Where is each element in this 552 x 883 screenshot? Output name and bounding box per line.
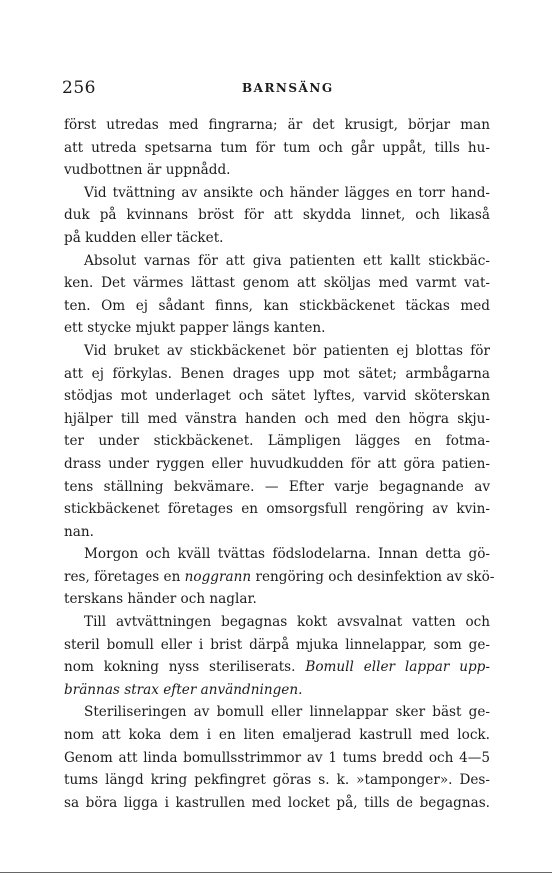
text-line-content: Morgon och kväll tvättas födslodelarna. Innan detta gö- <box>84 546 490 563</box>
text-line-content: res, företages en <box>64 568 185 585</box>
text-line-content: duk på kvinnans bröst för att skydda linnet, och likaså <box>64 207 490 224</box>
text-line-content: Absolut varnas för att giva patienten ett kallt stickbäc- <box>84 252 490 269</box>
text-line-content: nom kokning nyss steriliserats. <box>64 659 306 676</box>
text-line <box>64 476 490 499</box>
text-line-content: tens ställning bekvämare. — Efter varje begagnande av <box>64 478 490 495</box>
text-line <box>64 679 490 702</box>
text-line <box>64 363 490 386</box>
text-line <box>64 747 490 770</box>
text-line <box>64 182 490 205</box>
text-line-content: ter under stickbäckenet. Lämpligen lägges en fotma- <box>64 433 490 450</box>
text-line-content: vudbottnen är uppnådd. <box>64 162 231 179</box>
text-line <box>64 204 490 227</box>
text-line-content: ett stycke mjukt papper längs kanten. <box>64 320 326 337</box>
text-line <box>64 611 490 634</box>
text-line-content: steril bomull eller i brist därpå mjuka linnelappar, som ge- <box>64 636 490 653</box>
text-line-content: Genom att linda bomullsstrimmor av 1 tums bredd och 4—5 <box>64 749 490 766</box>
text-line <box>64 634 490 657</box>
text-line-content: på kudden eller täcket. <box>64 229 224 246</box>
text-line-content: att utreda spetsarna tum för tum och går uppåt, tills hu- <box>64 139 490 156</box>
text-line <box>64 498 490 521</box>
text-line <box>64 453 490 476</box>
text-line <box>64 295 490 318</box>
text-line-content: ken. Det värmes lättast genom att sköljas med varmt vat- <box>64 275 490 292</box>
text-line-content: nan. <box>64 523 94 540</box>
text-line-content: sa böra ligga i kastrullen med locket på, tills de begagnas. <box>64 794 490 811</box>
text-line <box>64 430 490 453</box>
text-line-content: drass under ryggen eller huvudkudden för att göra patien- <box>64 455 490 472</box>
page-header <box>62 78 522 102</box>
emphasized-text: Bomull eller lappar upp- <box>305 659 490 676</box>
text-line <box>64 656 490 679</box>
emphasized-text: noggrann <box>184 568 252 585</box>
text-line <box>64 114 490 137</box>
text-line-content: stickbäckenet företages en omsorgsfull rengöring av kvin- <box>64 501 490 518</box>
text-line-content: Vid tvättning av ansikte och händer lägges en torr hand- <box>84 184 490 201</box>
text-line-content: att ej förkylas. Benen drages upp mot sätet; armbågarna <box>64 365 490 382</box>
text-line <box>64 543 490 566</box>
text-line <box>64 769 490 792</box>
text-line <box>64 227 490 250</box>
running-head: BARNSÄNG <box>242 81 334 95</box>
text-line <box>64 701 490 724</box>
text-line-content: Till avtvättningen begagnas kokt avsvalnat vatten och <box>84 614 490 631</box>
text-line-tail: rengöring och desinfektion av skö- <box>251 568 495 585</box>
text-line <box>64 521 490 544</box>
text-line <box>64 724 490 747</box>
text-line <box>64 566 495 589</box>
text-line-content: ten. Om ej sådant finns, kan stickbäckenet täckas med <box>64 297 490 314</box>
text-line <box>64 385 490 408</box>
text-line <box>64 340 490 363</box>
body-text <box>64 114 495 814</box>
text-line-content: Vid bruket av stickbäckenet bör patienten ej blottas för <box>84 342 490 359</box>
text-line <box>64 272 490 295</box>
text-line-content: stödjas mot underlaget och sätet lyftes, varvid sköterskan <box>64 388 490 405</box>
page-number: 256 <box>62 78 96 98</box>
text-line-content: först utredas med fingrarna; är det krusigt, börjar man <box>64 117 490 133</box>
text-line-content: Steriliseringen av bomull eller linnelappar sker bäst ge- <box>84 704 490 721</box>
text-line <box>64 408 490 431</box>
text-line-content: terskans händer och naglar. <box>64 591 257 608</box>
text-line-content: nom att koka dem i en liten emaljerad kastrull med lock. <box>64 727 490 744</box>
text-line <box>64 792 490 815</box>
text-line <box>64 588 490 611</box>
page-edge-line <box>0 872 552 873</box>
emphasized-text: brännas strax efter användningen. <box>64 681 303 698</box>
text-line <box>64 250 490 273</box>
text-line-content: tums längd kring pekfingret göras s. k. »tamponger». Des- <box>64 772 490 789</box>
text-line <box>64 137 490 160</box>
text-line-content: hjälper till med vänstra handen och med den högra skju- <box>64 410 490 427</box>
text-line <box>64 159 490 182</box>
text-line <box>64 317 490 340</box>
